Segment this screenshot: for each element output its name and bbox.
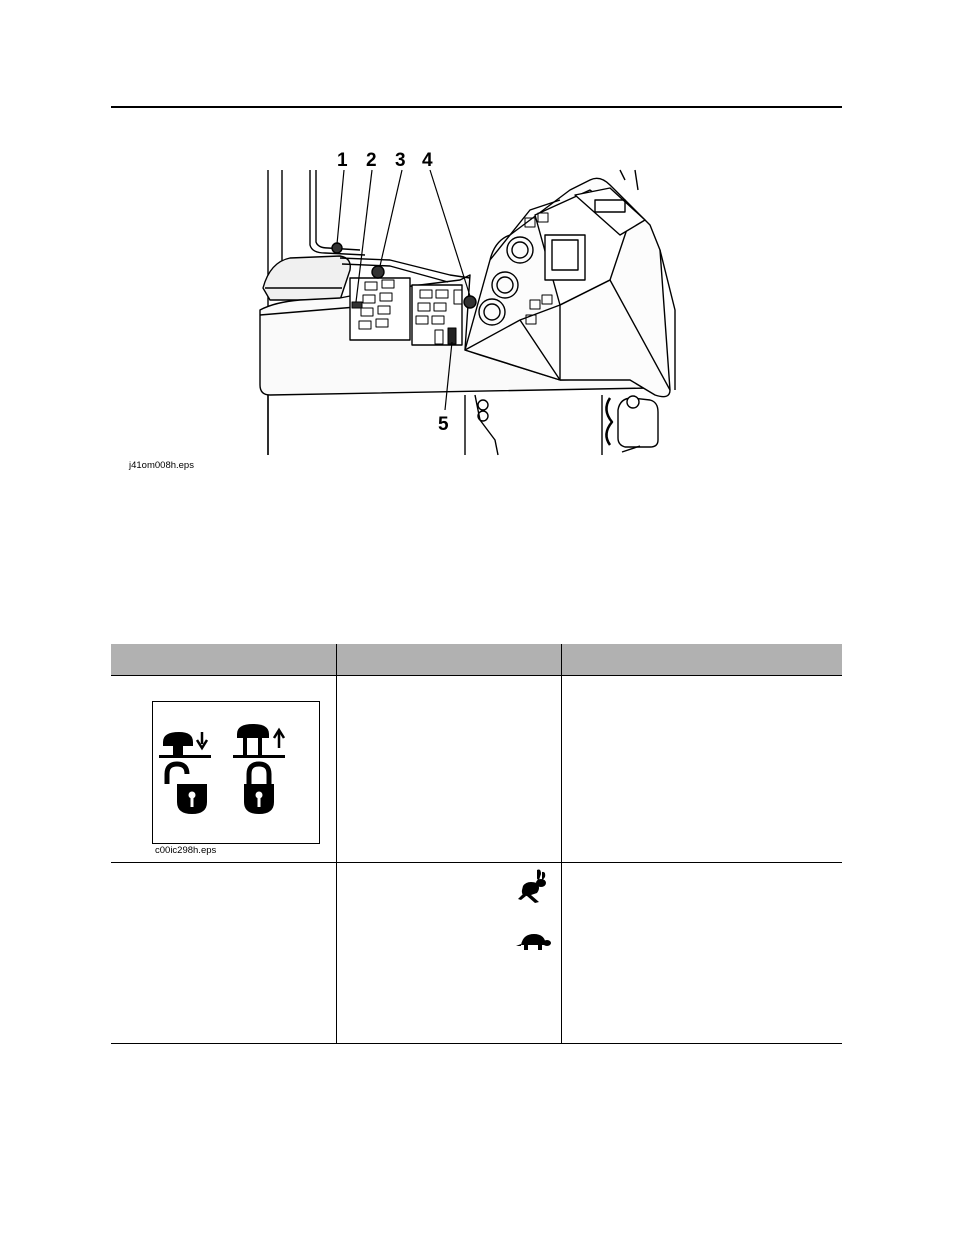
table-cell	[336, 676, 561, 863]
table-cell	[561, 863, 842, 1044]
callout-3: 3	[395, 150, 406, 171]
lock-symbols	[153, 702, 319, 843]
callout-4: 4	[422, 150, 433, 171]
callout-2: 2	[366, 150, 377, 171]
lock-symbol-box	[152, 701, 320, 844]
console-illustration	[230, 140, 690, 470]
table-header-cell	[336, 644, 561, 676]
symbol-caption: c00ic298h.eps	[155, 845, 217, 856]
locked-padlock-icon	[244, 764, 274, 814]
symbol-cell	[111, 676, 336, 863]
unlocked-padlock-icon	[167, 764, 207, 814]
callout-1: 1	[337, 150, 348, 171]
table-row	[111, 676, 842, 863]
turtle-slow-icon	[515, 931, 551, 953]
callout-5: 5	[438, 414, 449, 435]
table-cell	[561, 676, 842, 863]
figure-caption: j41om008h.eps	[129, 460, 194, 471]
table-row	[111, 863, 842, 1044]
header-rule	[111, 106, 842, 108]
table-header-cell	[111, 644, 336, 676]
table-header-cell	[561, 644, 842, 676]
table-header-row	[111, 644, 842, 676]
table-cell	[111, 863, 336, 1044]
rabbit-fast-icon	[517, 868, 551, 904]
speed-cell	[336, 863, 561, 1044]
knob-lowered-icon	[159, 732, 211, 758]
controls-table	[111, 644, 842, 1044]
knob-raised-icon	[233, 724, 285, 758]
